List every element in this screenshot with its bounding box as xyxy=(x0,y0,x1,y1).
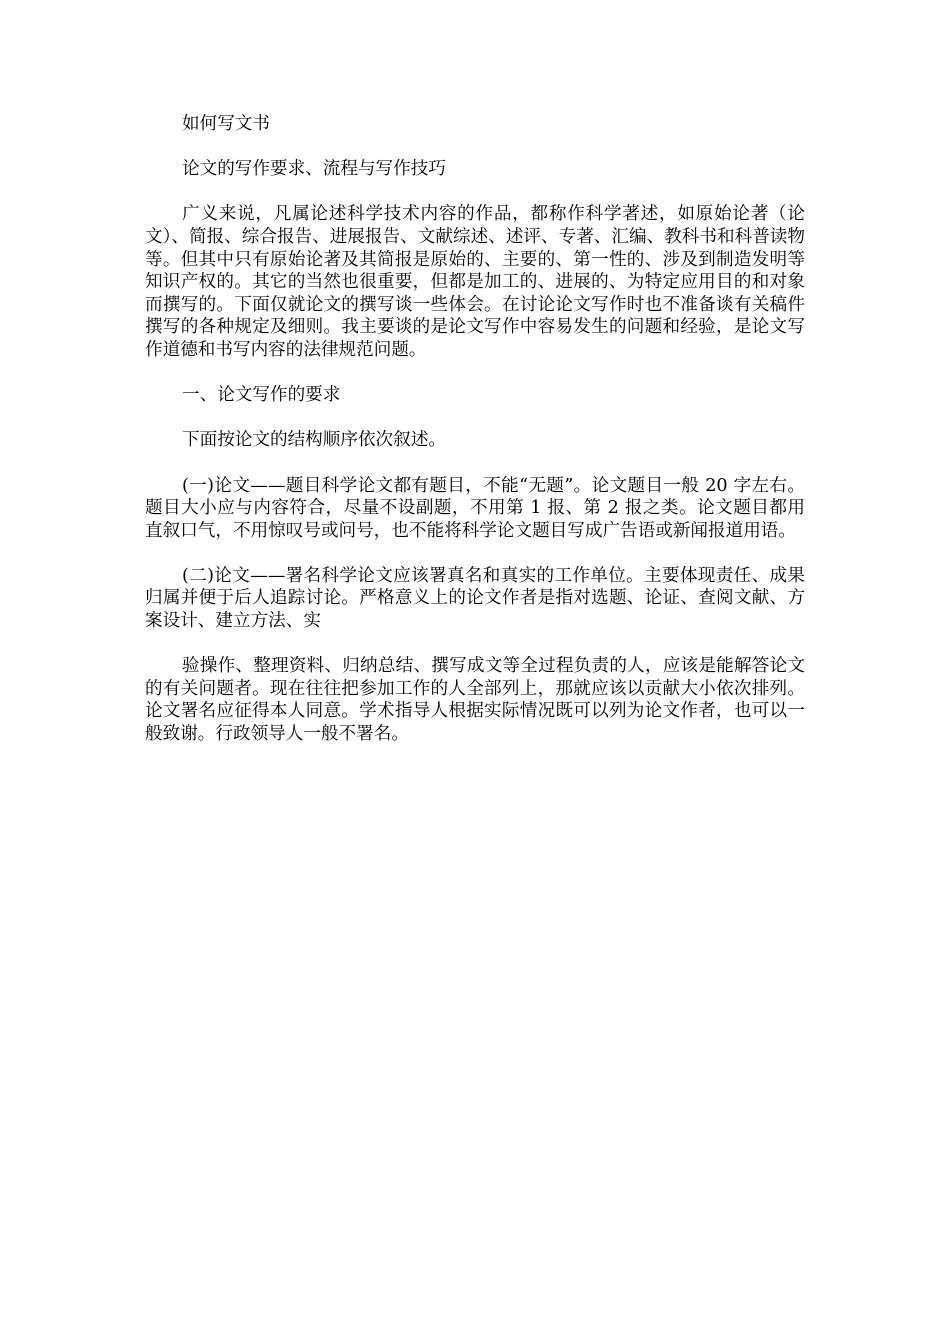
intro-paragraph: 广义来说，凡属论述科学技术内容的作品，都称作科学著述，如原始论著（论文）、简报、综合报告、进展报告、文献综述、述评、专著、汇编、教科书和科普读物等。但其中只有原始论著及其简报是原始的、主要的、第一性的、涉及到制造发明等知识产权的。其它的当然也很重要，但都是加工的、进展的、为特定应用目的和对象而撰写的。下面仅就论文的撰写谈一些体会。在讨论论文写作时也不准备谈有关稿件撰写的各种规定及细则。我主要谈的是论文写作中容易发生的问题和经验，是论文写作道德和书写内容的法律规范问题。 xyxy=(145,204,805,360)
section-intro-paragraph: 下面按论文的结构顺序依次叙述。 xyxy=(182,430,446,451)
section-heading: 一、论文写作的要求 xyxy=(182,385,341,406)
title-requirement-paragraph: (一)论文——题目科学论文都有题目，不能“无题”。论文题目一般 20 字左右。题目大小应与内容符合，尽量不设副题，不用第 1 报、第 2 报之类。论文题目都用直叙口气，不用惊叹号或问号，也不能将科学论文题目写成广告语或新闻报道用语。 xyxy=(145,475,805,541)
document-subtitle: 论文的写作要求、流程与写作技巧 xyxy=(182,159,446,180)
document-title: 如何写文书 xyxy=(182,114,270,134)
authorship-paragraph: (二)论文——署名科学论文应该署真名和真实的工作单位。主要体现责任、成果归属并便于后人追踪讨论。严格意义上的论文作者是指对选题、论证、查阅文献、方案设计、建立方法、实 xyxy=(145,565,805,632)
document-body xyxy=(145,113,805,768)
authorship-continued-paragraph: 验操作、整理资料、归纳总结、撰写成文等全过程负责的人，应该是能解答论文的有关问题者。现在往往把参加工作的人全部列上，那就应该以贡献大小依次排列。论文署名应征得本人同意。学术指导人根据实际情况既可以列为论文作者，也可以一般致谢。行政领导人一般不署名。 xyxy=(145,656,805,745)
